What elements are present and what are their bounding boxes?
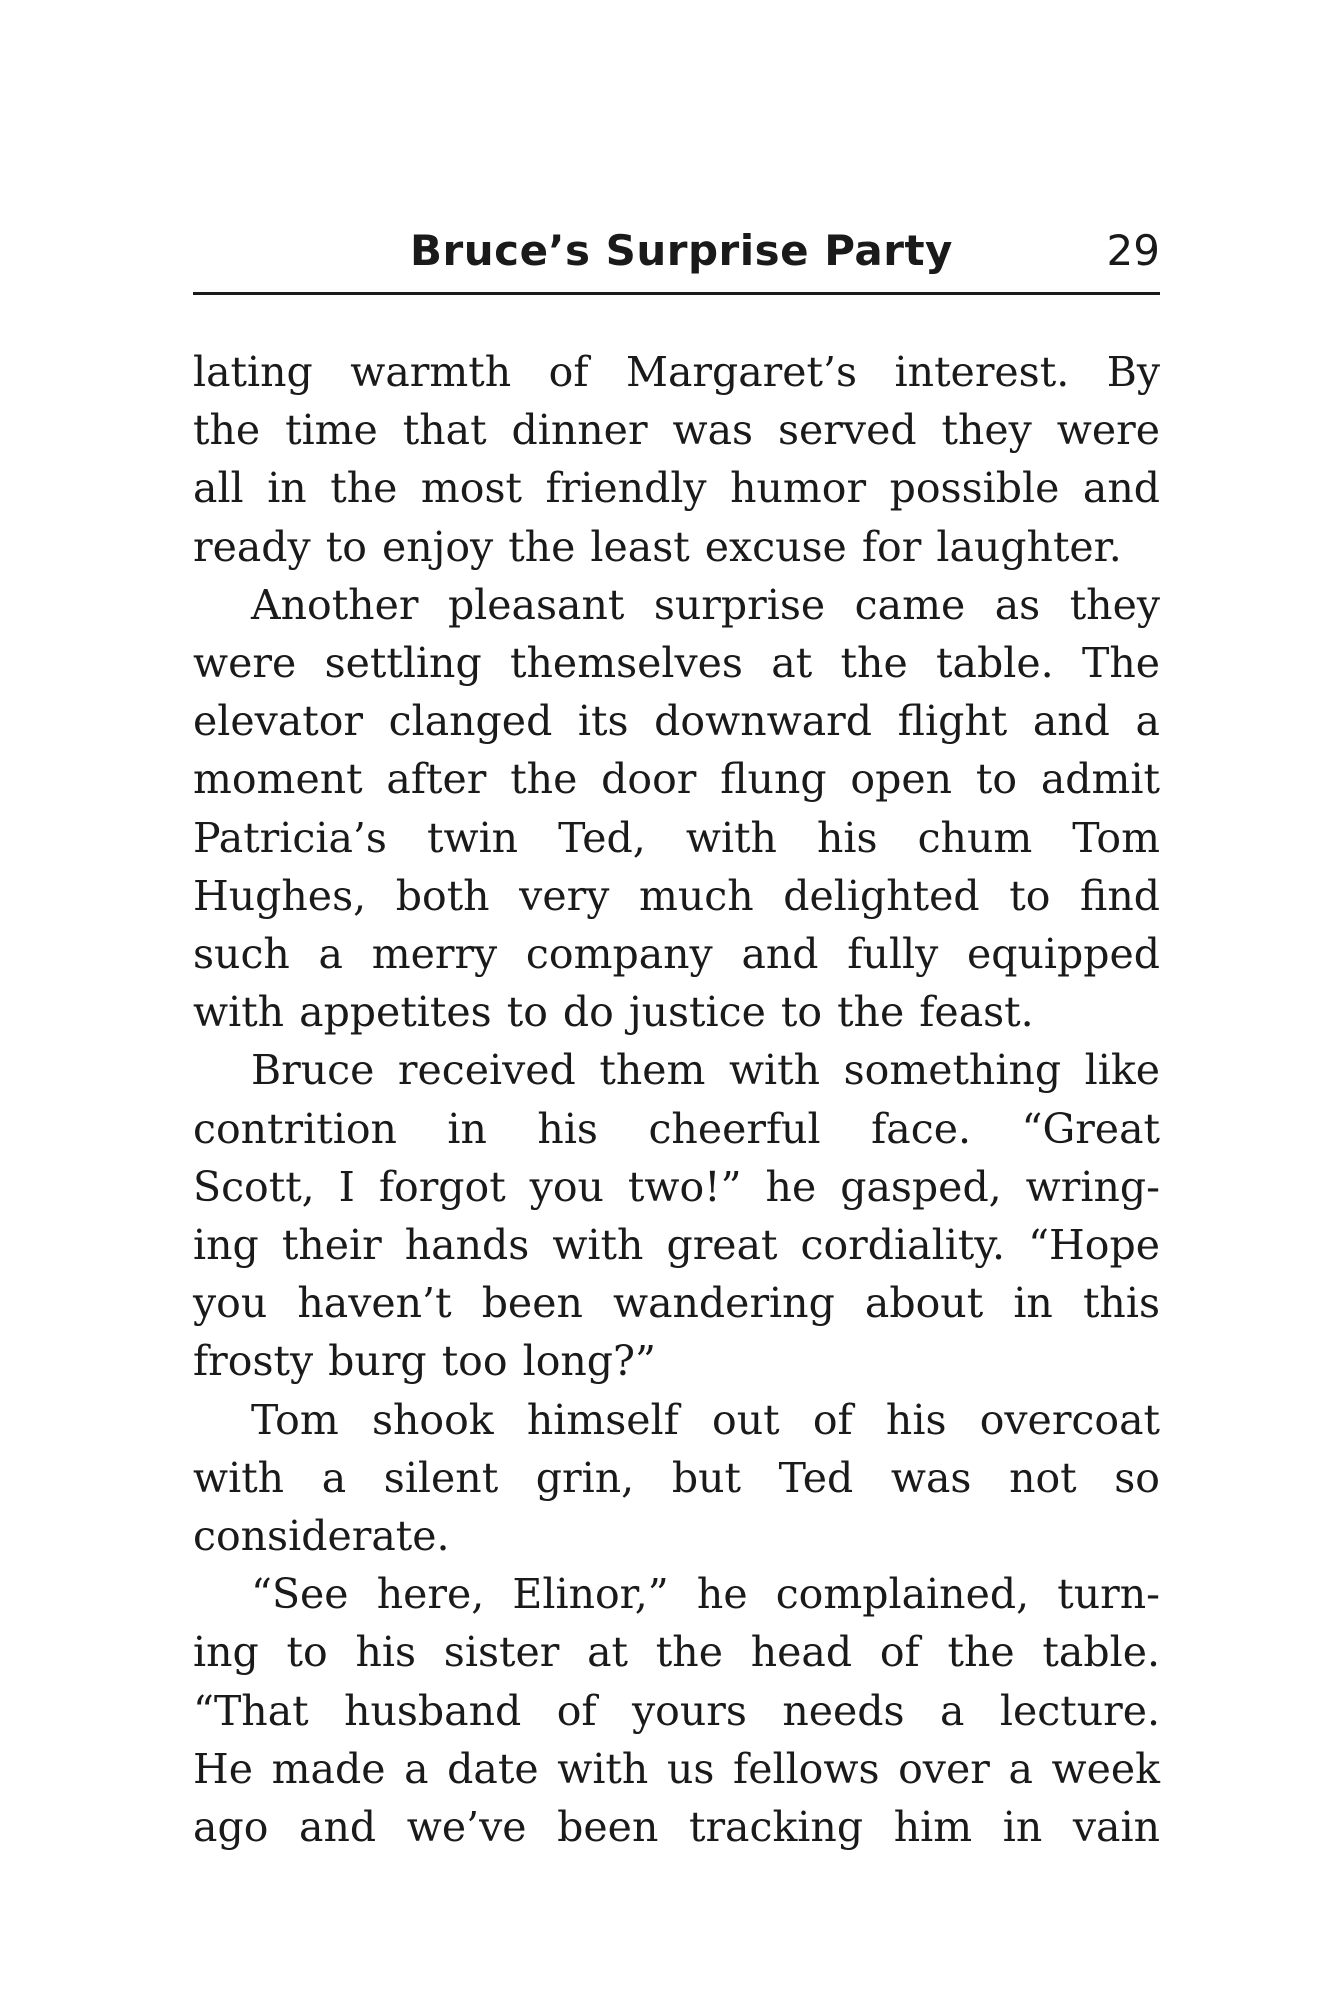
text-line: Hughes, both very much delighted to find [193, 871, 1160, 920]
book-page [193, 224, 1160, 1856]
text-line: Another pleasant surprise came as they [251, 580, 1160, 629]
text-line: Tom shook himself out of his overcoat [251, 1395, 1160, 1444]
text-line: moment after the door flung open to admit [193, 755, 1160, 804]
header-rule [193, 292, 1160, 295]
running-header [193, 224, 1160, 284]
text-line: Scott, I forgot you two!” he gasped, wring- [193, 1162, 1160, 1211]
text-line: frosty burg too long?” [193, 1337, 656, 1386]
text-line: considerate. [193, 1512, 450, 1561]
text-line: with appetites to do justice to the feast. [193, 988, 1034, 1037]
running-title: Bruce’s Surprise Party [410, 226, 953, 275]
text-line: the time that dinner was served they were [193, 406, 1160, 455]
text-line: Bruce received them with something like [251, 1046, 1160, 1095]
text-line: He made a date with us fellows over a week [193, 1744, 1160, 1793]
body-text [193, 343, 1160, 1856]
text-line: contrition in his cheerful face. “Great [193, 1104, 1160, 1153]
text-line: such a merry company and fully equipped [193, 930, 1160, 979]
page-number: 29 [1106, 226, 1160, 275]
text-line: Patricia’s twin Ted, with his chum Tom [193, 813, 1160, 862]
text-line: ing their hands with great cordiality. “Hope [193, 1221, 1160, 1270]
text-line: elevator clanged its downward flight and a [193, 697, 1160, 746]
text-line: you haven’t been wandering about in this [193, 1279, 1160, 1328]
text-line: with a silent grin, but Ted was not so [193, 1453, 1160, 1502]
text-line: ready to enjoy the least excuse for laughter. [193, 522, 1122, 571]
text-line: lating warmth of Margaret’s interest. By [193, 348, 1160, 396]
text-line: were settling themselves at the table. The [193, 639, 1160, 688]
text-line: “See here, Elinor,” he complained, turn- [251, 1570, 1160, 1619]
text-line: all in the most friendly humor possible and [193, 464, 1160, 513]
text-line: ago and we’ve been tracking him in vain [193, 1803, 1160, 1852]
text-line: “That husband of yours needs a lecture. [193, 1686, 1160, 1735]
text-line: ing to his sister at the head of the table. [193, 1628, 1160, 1677]
